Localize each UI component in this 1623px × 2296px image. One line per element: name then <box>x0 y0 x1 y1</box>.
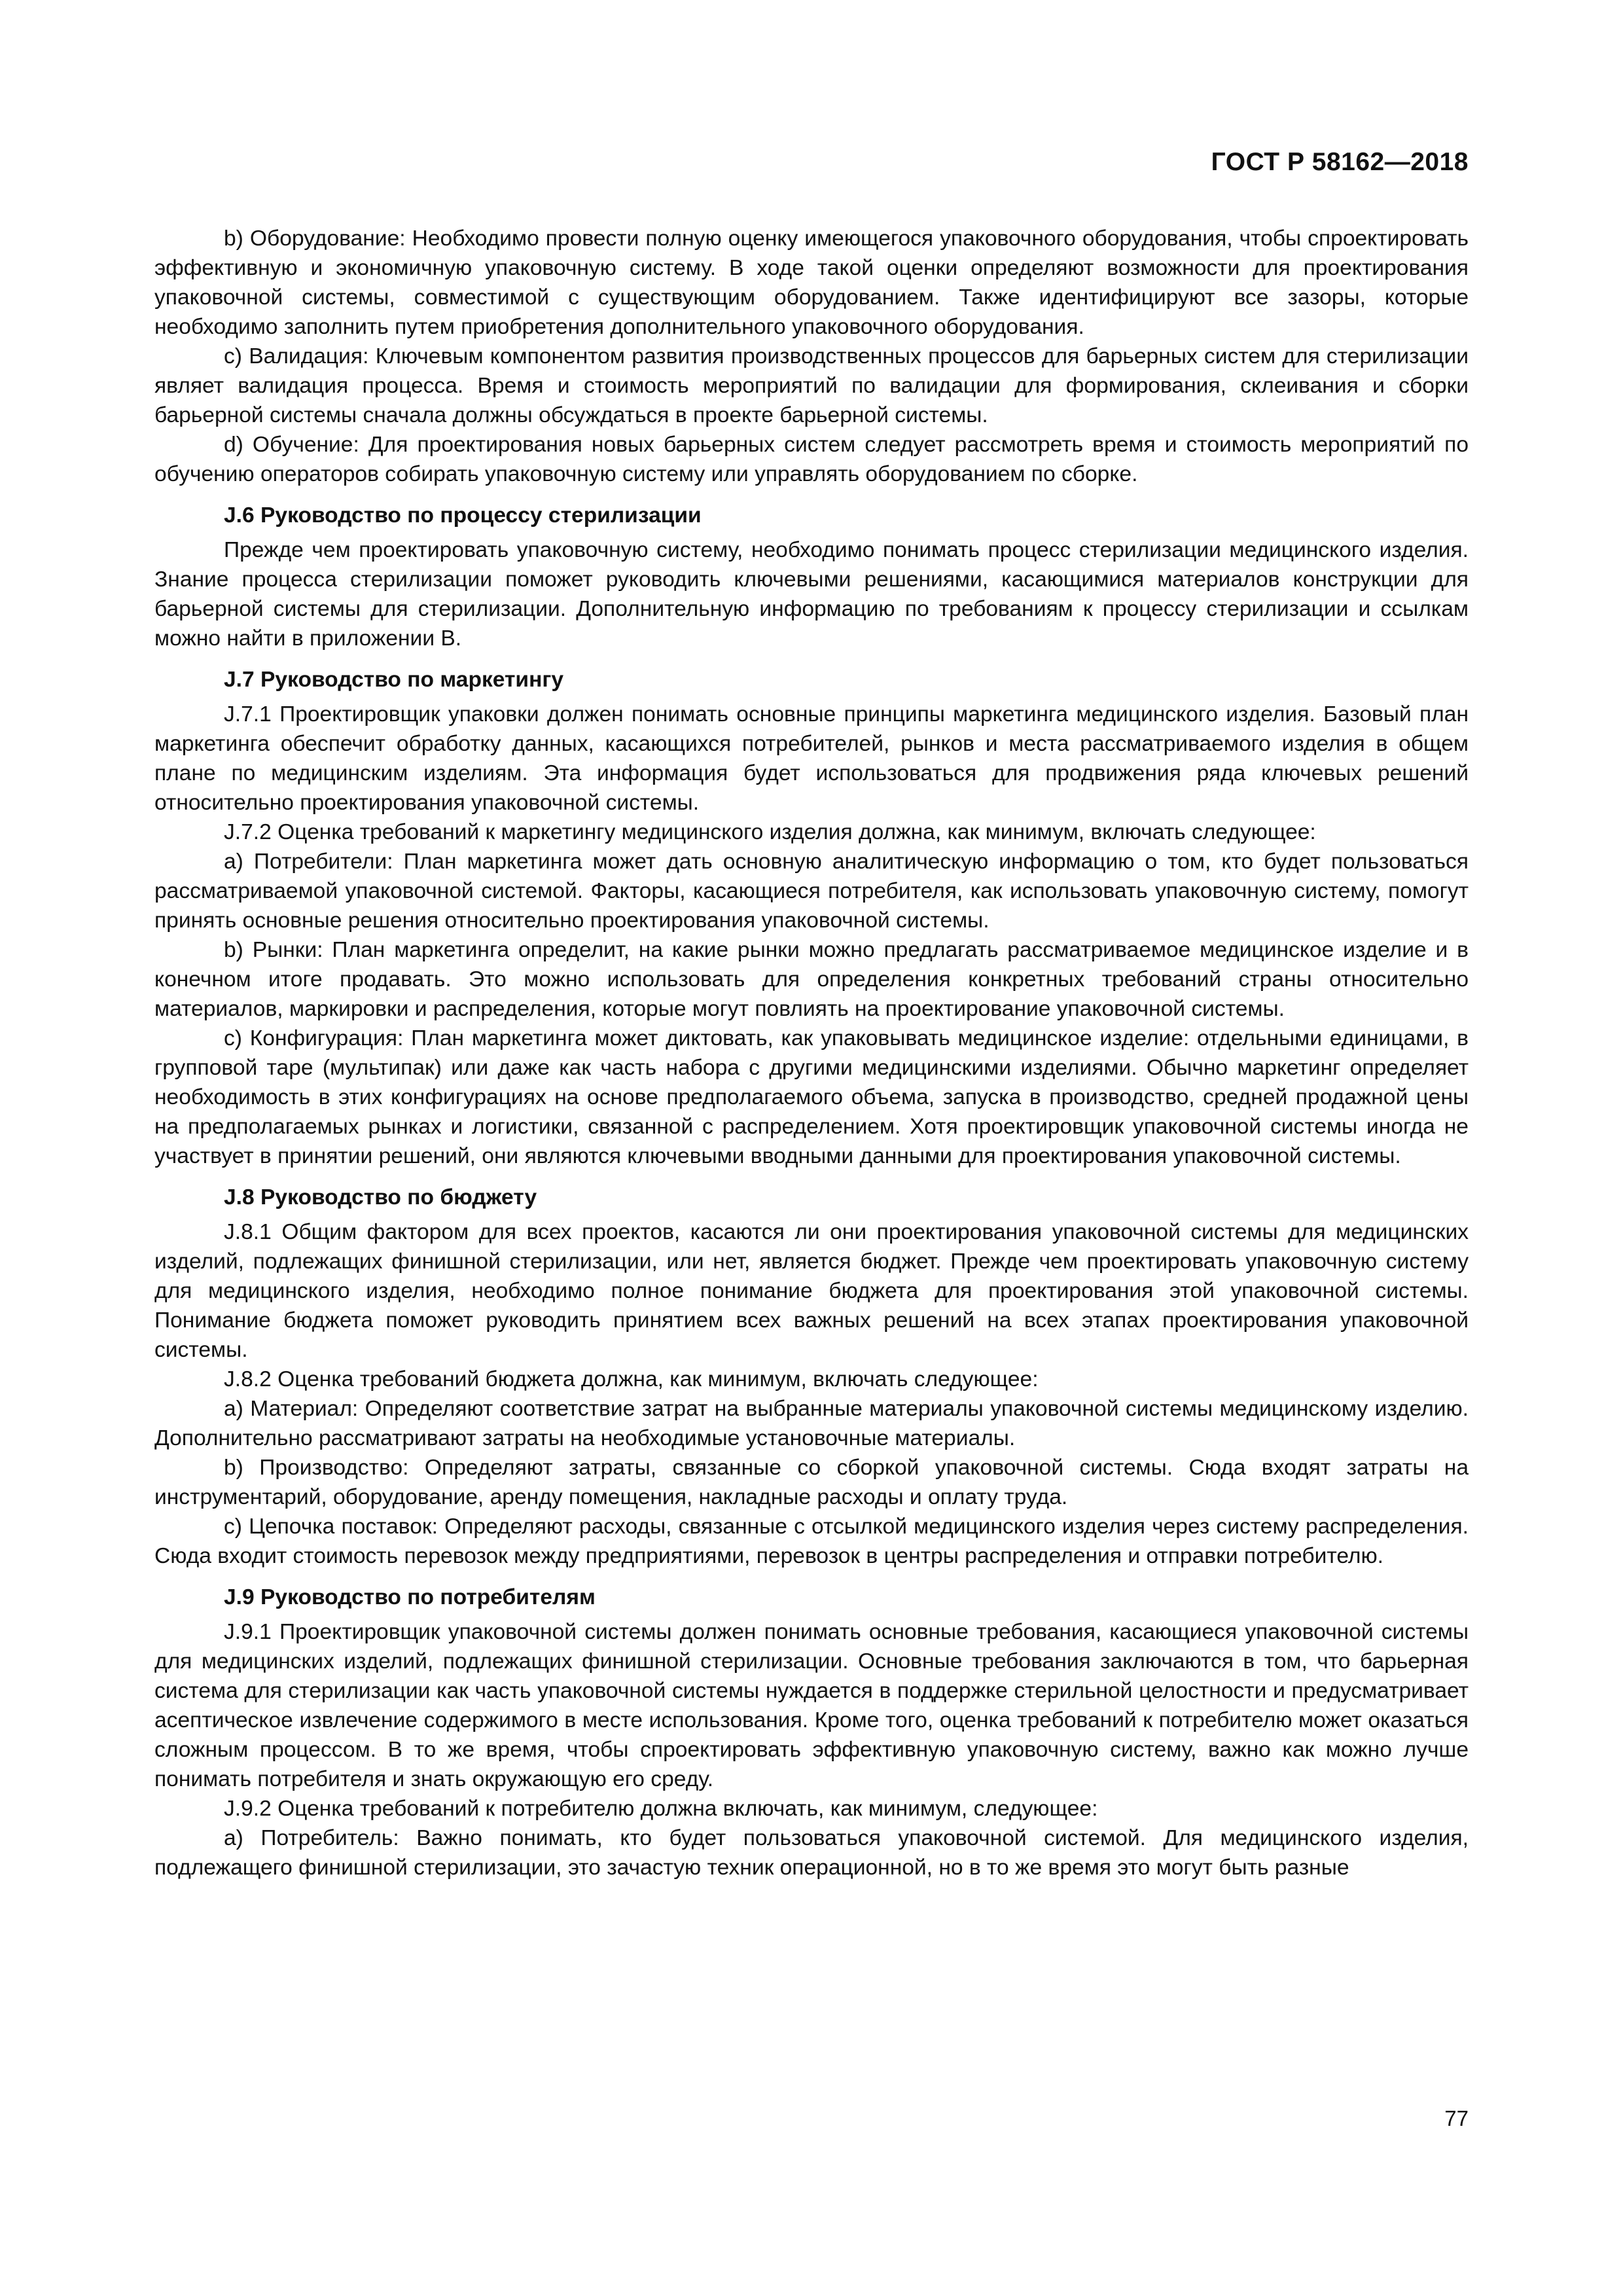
document-body <box>154 224 1469 1882</box>
paragraph: b) Производство: Определяют затраты, связанные со сборкой упаковочной системы. Сюда входят затраты на инструментарий, оборудование, аренду помещения, накладные расходы и оплату труда. <box>154 1456 1469 1509</box>
document-code: ГОСТ Р 58162—2018 <box>1211 148 1469 176</box>
page-number: 77 <box>1444 2106 1469 2130</box>
section-heading: J.8 Руководство по бюджету <box>224 1185 537 1210</box>
paragraph: а) Потребитель: Важно понимать, кто будет пользоваться упаковочной системой. Для медицинского изделия, подлежащего финишной стерилизации, это зачастую техник операционной, но в то же время это могут быть разные <box>154 1826 1469 1880</box>
paragraph: J.8.1 Общим фактором для всех проектов, касаются ли они проектирования упаковочной системы для медицинских изделий, подлежащих финишной стерилизации, или нет, является бюджет. Прежде чем проектировать упаковочную систему для медицинского изделия, необходимо полное понимание бюджета для проектирования этой упаковочной системы. Понимание бюджета поможет руководить принятием всех важных решений на всех этапах проектирования упаковочной системы. <box>154 1220 1469 1362</box>
paragraph: с) Конфигурация: План маркетинга может диктовать, как упаковывать медицинское изделие: отдельными единицами, в групповой таре (мультипак) или даже как часть набора с другими медицинскими изделиями. Обычно маркетинг определяет необходимость в этих конфигурациях на основе предполагаемого объема, запуска в производство, средней продажной цены на предполагаемых рынках и логистики, связанной с распределением. Хотя проектировщик упаковочной системы иногда не участвует в принятии решений, они являются ключевыми вводными данными для проектирования упаковочной системы. <box>154 1026 1469 1168</box>
paragraph: с) Цепочка поставок: Определяют расходы, связанные с отсылкой медицинского изделия через систему распределения. Сюда входит стоимость перевозок между предприятиями, перевозок в центры распределения и отправки потребителю. <box>154 1515 1469 1568</box>
paragraph: а) Материал: Определяют соответствие затрат на выбранные материалы упаковочной системы медицинскому изделию. Дополнительно рассматривают затраты на необходимые установочные материалы. <box>154 1397 1469 1450</box>
section-heading: J.6 Руководство по процессу стерилизации <box>224 503 702 528</box>
paragraph: b) Оборудование: Необходимо провести полную оценку имеющегося упаковочного оборудования, чтобы спроектировать эффективную и экономичную упаковочную систему. В ходе такой оценки определяют возможности для проектирования упаковочной системы, совместимой с существующим оборудованием. Также идентифицируют все зазоры, которые необходимо заполнить путем приобретения дополнительного упаковочного оборудования. <box>154 226 1469 339</box>
paragraph: J.8.2 Оценка требований бюджета должна, как минимум, включать следующее: <box>224 1367 1039 1391</box>
paragraph: b) Рынки: План маркетинга определит, на какие рынки можно предлагать рассматриваемое медицинское изделие и в конечном итоге продавать. Это можно использовать для определения конкретных требований страны относительно материалов, маркировки и распределения, которые могут повлиять на проектирование упаковочной системы. <box>154 938 1469 1021</box>
section-heading: J.7 Руководство по маркетингу <box>224 668 564 692</box>
paragraph: а) Потребители: План маркетинга может дать основную аналитическую информацию о том, кто будет пользоваться рассматриваемой упаковочной системой. Факторы, касающиеся потребителя, как использовать упаковочную систему, помогут принять основные решения относительно проектирования упаковочной системы. <box>154 850 1469 933</box>
paragraph: J.9.1 Проектировщик упаковочной системы должен понимать основные требования, касающиеся упаковочной системы для медицинских изделий, подлежащих финишной стерилизации. Основные требования заключаются в том, что барьерная система для стерилизации как часть упаковочной системы нуждается в поддержке стерильной целостности и предусматривает асептическое извлечение содержимого в месте использования. Кроме того, оценка требований к потребителю может оказаться сложным процессом. В то же время, чтобы спроектировать эффективную упаковочную систему, важно как можно лучше понимать потребителя и знать окружающую его среду. <box>154 1620 1469 1791</box>
paragraph: J.7.2 Оценка требований к маркетингу медицинского изделия должна, как минимум, включать следующее: <box>224 820 1316 844</box>
paragraph: J.7.1 Проектировщик упаковки должен понимать основные принципы маркетинга медицинского изделия. Базовый план маркетинга обеспечит обработку данных, касающихся потребителей, рынков и места рассматриваемого изделия в общем плане по медицинским изделиям. Эта информация будет использоваться для продвижения ряда ключевых решений относительно проектирования упаковочной системы. <box>154 702 1469 815</box>
paragraph: Прежде чем проектировать упаковочную систему, необходимо понимать процесс стерилизации медицинского изделия. Знание процесса стерилизации поможет руководить ключевыми решениями, касающимися материалов конструкции для барьерной системы для стерилизации. Дополнительную информацию по требованиям к процессу стерилизации и ссылкам можно найти в приложении В. <box>154 538 1469 651</box>
paragraph: J.9.2 Оценка требований к потребителю должна включать, как минимум, следующее: <box>224 1797 1098 1821</box>
paragraph: с) Валидация: Ключевым компонентом развития производственных процессов для барьерных систем для стерилизации являет валидация процесса. Время и стоимость мероприятий по валидации для формирования, склеивания и сборки барьерной системы сначала должны обсуждаться в проекте барьерной системы. <box>154 344 1469 427</box>
paragraph: d) Обучение: Для проектирования новых барьерных систем следует рассмотреть время и стоимость мероприятий по обучению операторов собирать упаковочную систему или управлять оборудованием по сборке. <box>154 433 1469 486</box>
section-heading: J.9 Руководство по потребителям <box>224 1585 596 1609</box>
